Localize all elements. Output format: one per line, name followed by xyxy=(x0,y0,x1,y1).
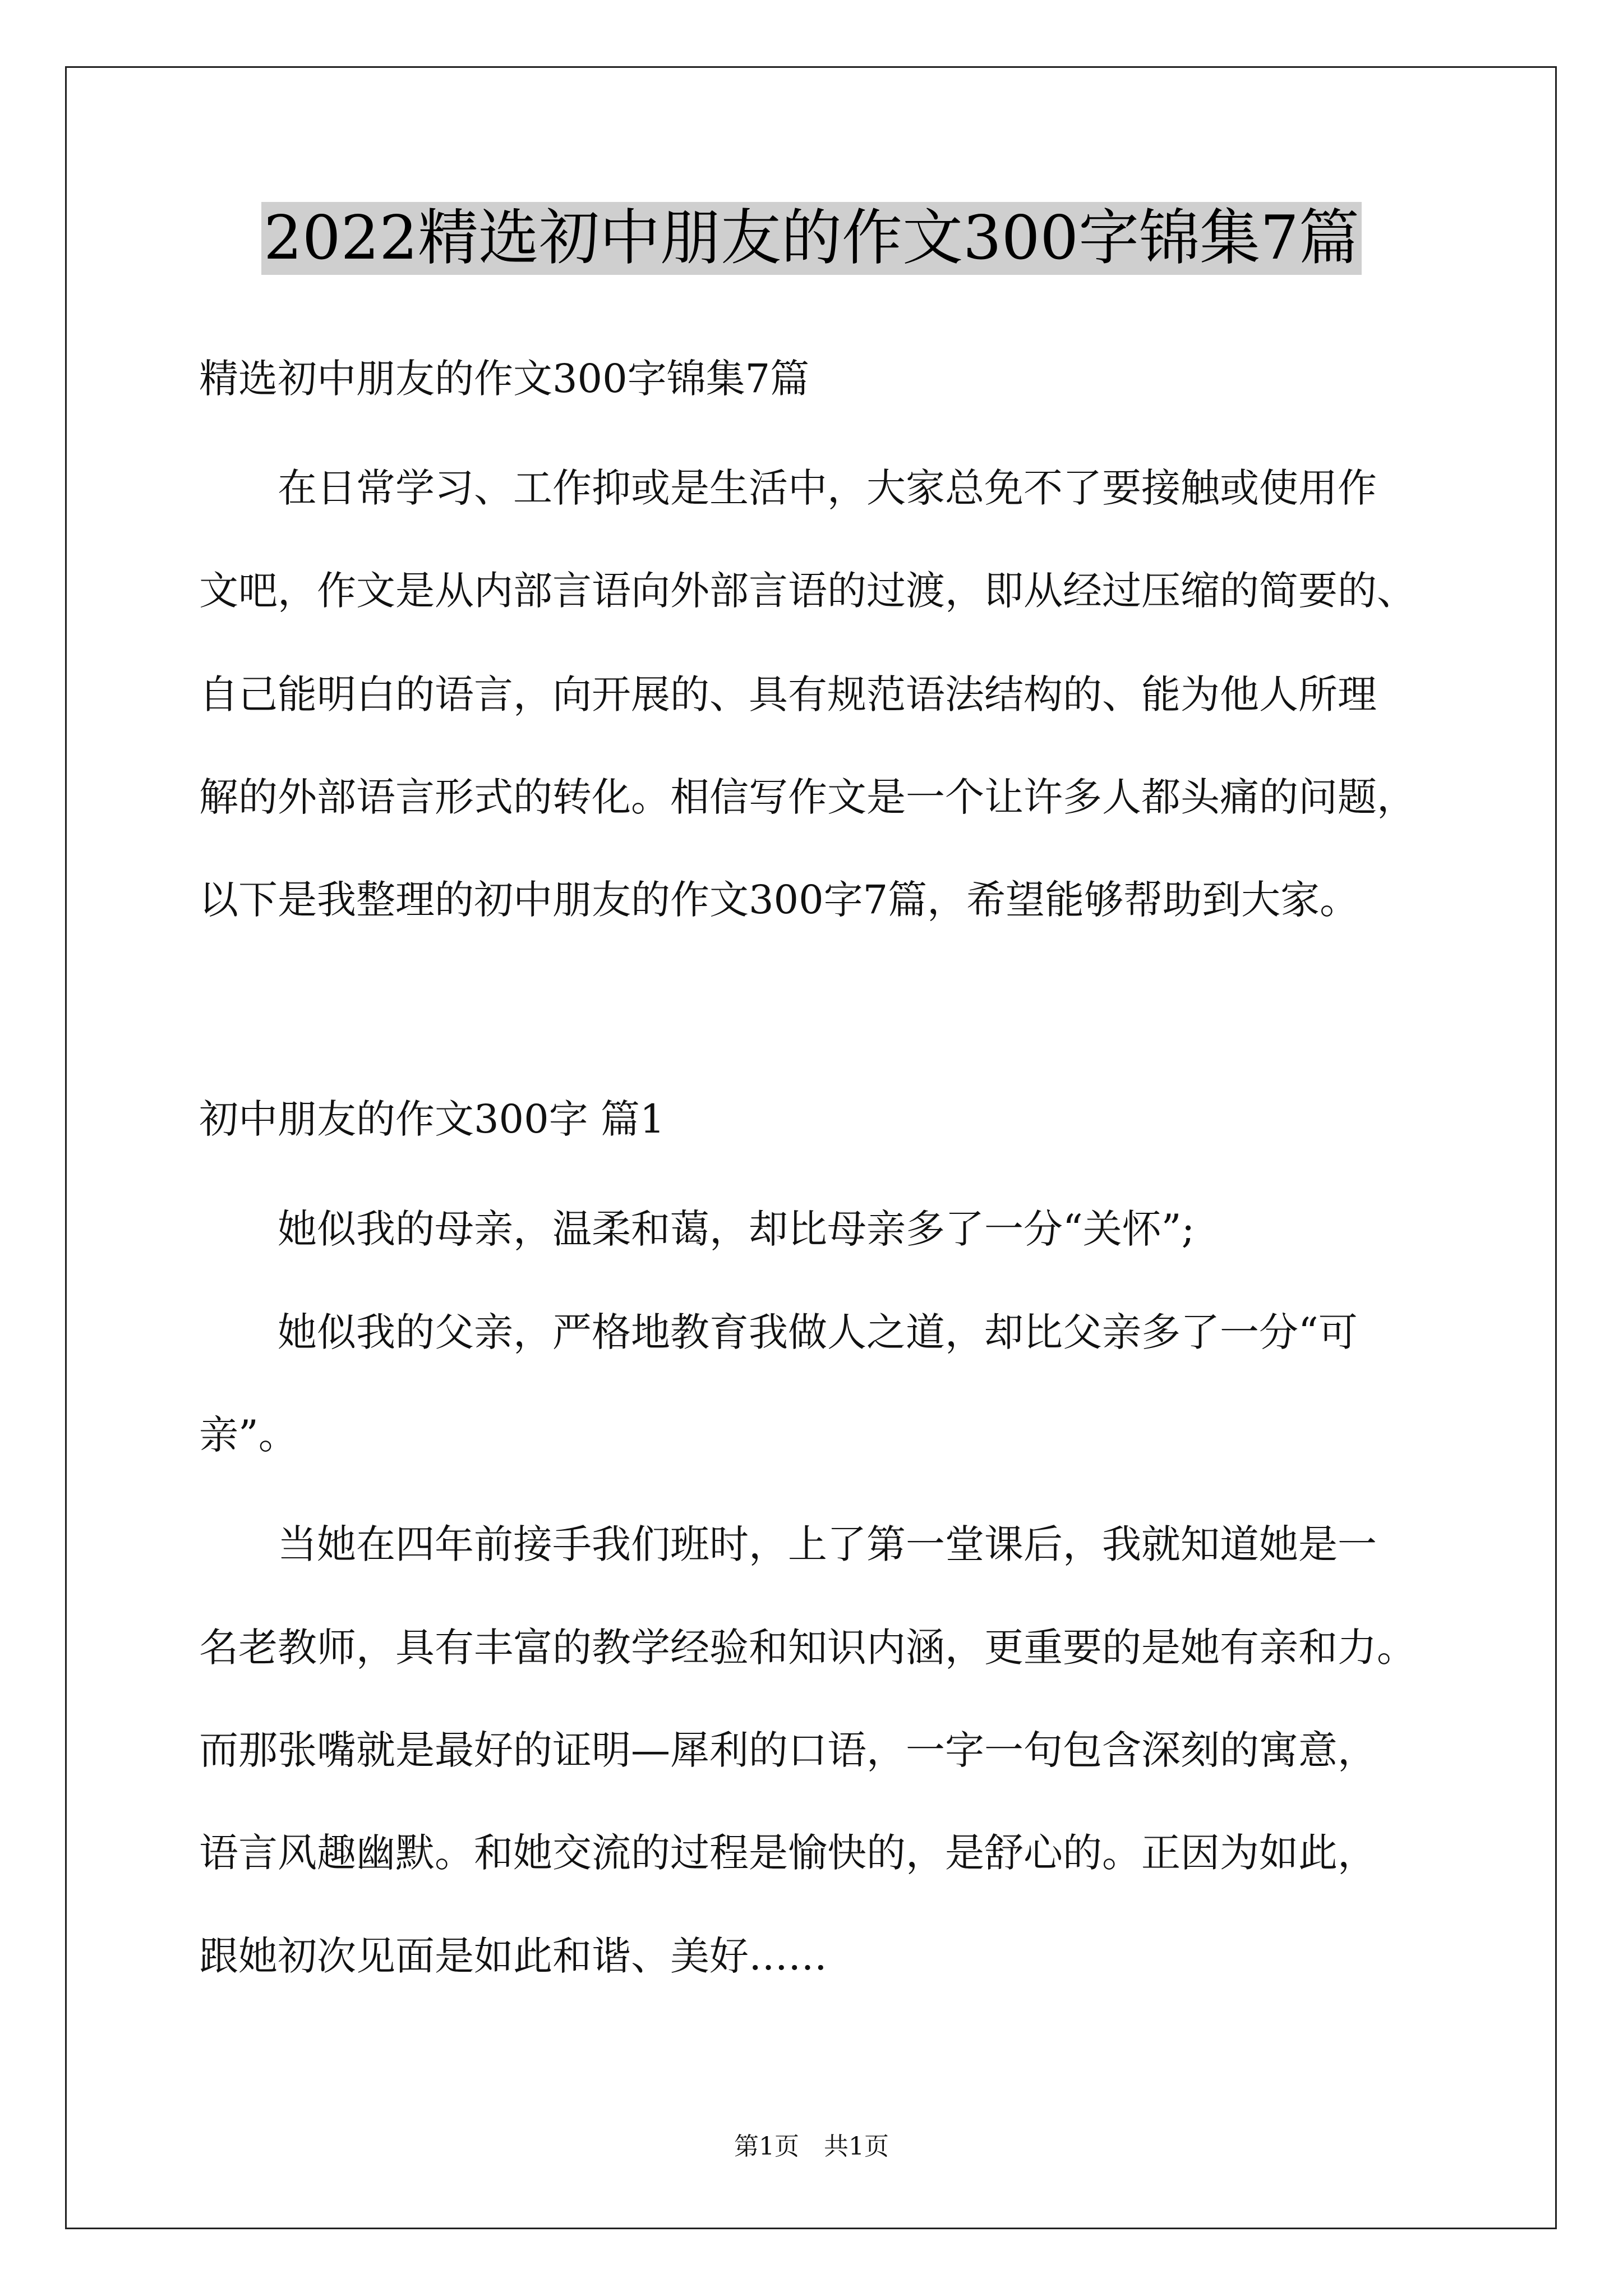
paragraph-line: 自己能明白的语言，向开展的、具有规范语法结构的、能为他人所理 xyxy=(199,671,1377,717)
subtitle-line: 精选初中朋友的作文300字锦集7篇 xyxy=(199,356,810,402)
page-number: 第1页 共1页 xyxy=(734,2132,889,2161)
paragraph-line: 以下是我整理的初中朋友的作文300字7篇，希望能够帮助到大家。 xyxy=(199,877,1359,923)
paragraph-line: 而那张嘴就是最好的证明—犀利的口语，一字一句包含深刻的寓意， xyxy=(199,1727,1377,1773)
paragraph-line: 跟她初次见面是如此和谐、美好…… xyxy=(199,1933,827,1979)
paragraph-line: 她似我的父亲，严格地教育我做人之道，却比父亲多了一分“可 xyxy=(199,1309,1358,1355)
paragraph-line: 当她在四年前接手我们班时，上了第一堂课后，我就知道她是一 xyxy=(199,1521,1377,1567)
title-container xyxy=(0,202,1623,275)
paragraph-line: 她似我的母亲，温柔和蔼，却比母亲多了一分“关怀”; xyxy=(199,1206,1195,1252)
paragraph-line: 名老教师，具有丰富的教学经验和知识内涵，更重要的是她有亲和力。 xyxy=(199,1625,1416,1671)
paragraph-line: 在日常学习、工作抑或是生活中，大家总免不了要接触或使用作 xyxy=(199,465,1377,511)
paragraph-line: 语言风趣幽默。和她交流的过程是愉快的，是舒心的。正因为如此， xyxy=(199,1830,1377,1876)
section-heading: 初中朋友的作文300字 篇1 xyxy=(199,1096,665,1142)
paragraph-line: 亲”。 xyxy=(199,1412,298,1458)
paragraph-line: 解的外部语言形式的转化。相信写作文是一个让许多人都头痛的问题， xyxy=(199,774,1416,820)
paragraph-line: 文吧，作文是从内部言语向外部言语的过渡，即从经过压缩的简要的、 xyxy=(199,568,1416,614)
document-title: 2022精选初中朋友的作文300字锦集7篇 xyxy=(261,202,1362,275)
